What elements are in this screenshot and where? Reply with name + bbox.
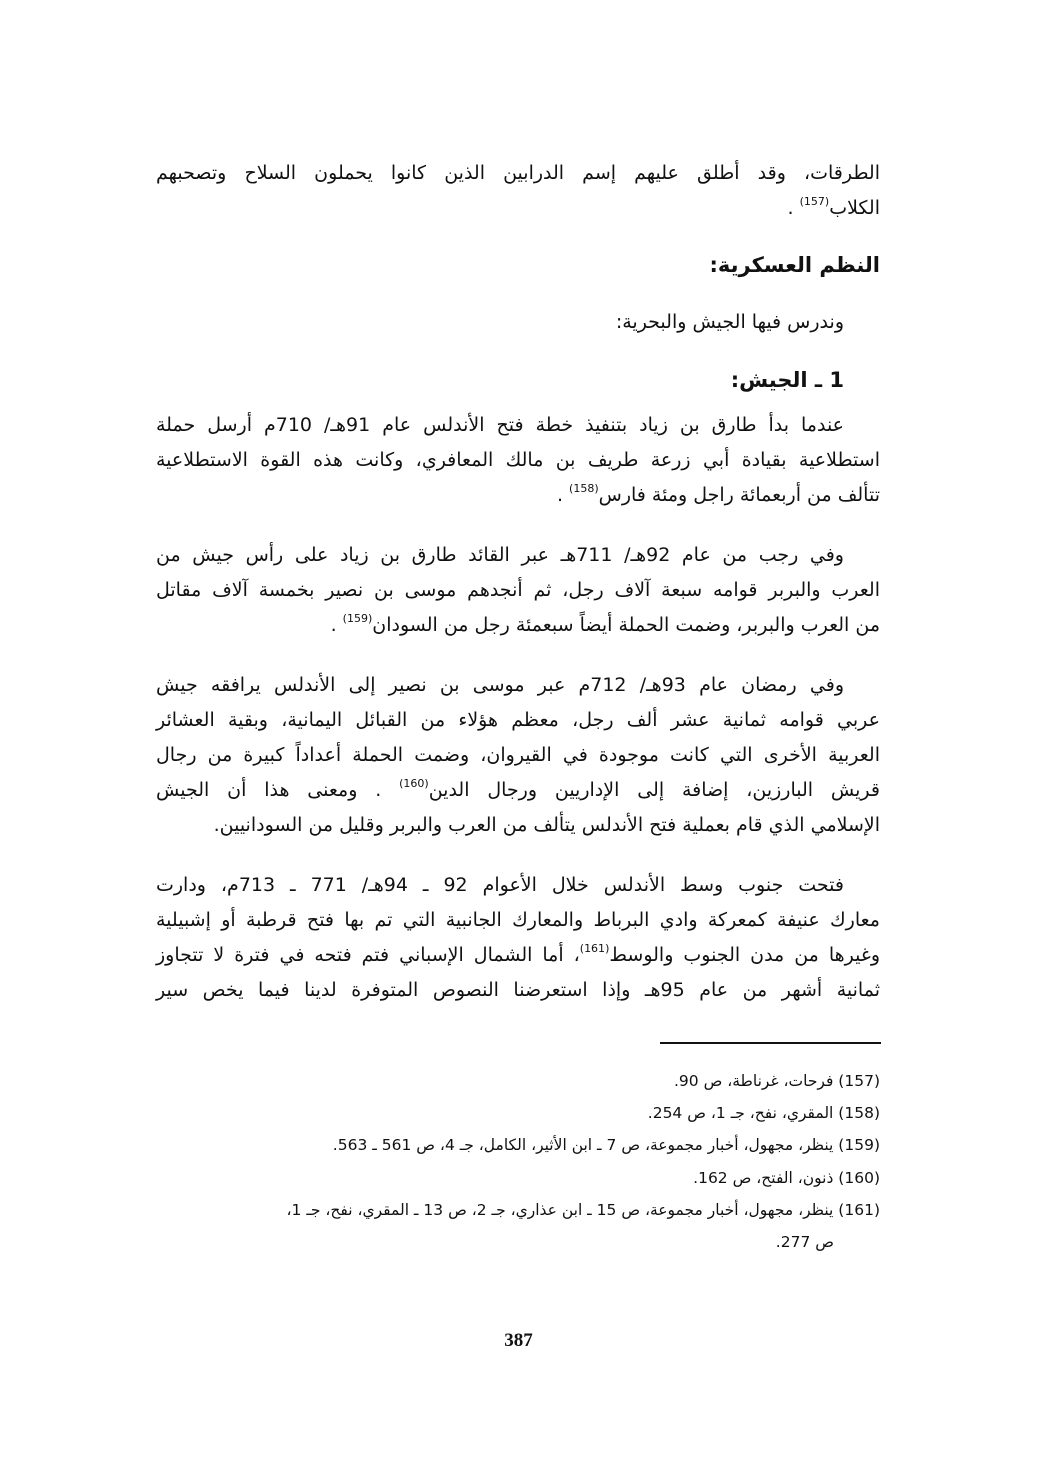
section-heading: النظم العسكرية: <box>709 253 880 277</box>
footnote-ref: (161) <box>579 942 610 955</box>
text: ، أما الشمال الإسباني فتم فتحه في فترة لا تتجاوز <box>156 944 580 966</box>
text: وغيرها من مدن الجنوب والوسط <box>609 944 880 966</box>
footnote-ref: (158) <box>569 482 599 495</box>
footnote-continuation: ص 277. <box>775 1233 834 1251</box>
text-line: العرب والبربر قوامه سبعة آلاف رجل، ثم أنجدهم موسى بن نصير بخمسة آلاف مقاتل <box>156 579 880 601</box>
text-line: تتألف من أربعمائة راجل ومئة فارس$^{(158)}$ . <box>556 482 880 506</box>
text-line: الطرقات، وقد أطلق عليهم إسم الدرابين الذين كانوا يحملون السلاح وتصحبهم <box>156 162 880 184</box>
footnote-ref: (159) <box>342 612 373 625</box>
text-line <box>156 777 880 803</box>
text-line: عربي قوامه ثمانية عشر ألف رجل، معظم هؤلاء من القبائل اليمانية، وبقية العشائر <box>156 709 880 731</box>
text-line: وفي رجب من عام 92هـ/ 711هـ عبر القائد طارق بن زياد على رأس جيش من <box>156 544 844 566</box>
text: . ومعنى هذا أن الجيش <box>156 779 382 801</box>
text: الكلاب <box>829 197 880 219</box>
footnote: (159) ينظر، مجهول، أخبار مجموعة، ص 7 ـ ابن الأثير، الكامل، جـ 4، ص 561 ـ 563. <box>332 1136 880 1154</box>
footnote: (160) ذنون، الفتح، ص 162. <box>693 1169 880 1187</box>
page-number: 387 <box>504 1330 533 1351</box>
text: تتألف من أربعمائة راجل ومئة فارس <box>598 484 880 506</box>
text: . <box>787 197 800 219</box>
text-line: عندما بدأ طارق بن زياد بتنفيذ خطة فتح الأندلس عام 91هـ/ 710م أرسل حملة <box>156 414 845 436</box>
text-line: وفي رمضان عام 93هـ/ 712م عبر موسى بن نصير إلى الأندلس يرافقه جيش <box>156 674 844 696</box>
text: قريش البارزين، إضافة إلى الإداريين ورجال الدين <box>428 779 880 801</box>
text-line: العربية الأخرى التي كانت موجودة في القيروان، وضمت الحملة أعداداً كبيرة من رجال <box>156 744 880 766</box>
text-line: معارك عنيفة كمعركة وادي البرباط والمعارك الجانبية التي تم بها فتح قرطبة أو إشبيلية <box>156 909 880 931</box>
text-line <box>156 942 880 968</box>
text-line: الإسلامي الذي قام بعملية فتح الأندلس يتألف من العرب والبربر وقليل من السودانيين. <box>213 814 880 836</box>
footnote-ref: (157) <box>799 195 830 208</box>
text-line: من العرب والبربر، وضمت الحملة أيضاً سبعمئة رجل من السودان$^{(159)}$ . <box>330 612 880 636</box>
text-line: استطلاعية بقيادة أبي زرعة طريف بن مالك المعافري، وكانت هذه القوة الاستطلاعية <box>156 449 880 471</box>
text-line: ثمانية أشهر من عام 95هـ وإذا استعرضنا النصوص المتوفرة لدينا فيما يخص سير <box>156 979 880 1001</box>
subsection-heading: 1 ـ الجيش: <box>730 368 844 392</box>
footnote: (158) المقري، نفح، جـ 1، ص 254. <box>647 1104 880 1122</box>
footnote-divider <box>660 1042 881 1044</box>
text: من العرب والبربر، وضمت الحملة أيضاً سبعمئة رجل من السودان <box>372 614 880 636</box>
footnote: (161) ينظر، مجهول، أخبار مجموعة، ص 15 ـ ابن عذاري، جـ 2، ص 13 ـ المقري، نفح، جـ 1، <box>286 1201 880 1219</box>
footnote: (157) فرحات، غرناطة، ص 90. <box>673 1072 880 1090</box>
intro-line: وندرس فيها الجيش والبحرية: <box>615 311 844 333</box>
text-line: فتحت جنوب وسط الأندلس خلال الأعوام 92 ـ 94هـ/ 771 ـ 713م، ودارت <box>156 874 845 896</box>
footnote-ref: (160) <box>399 777 429 790</box>
text-line <box>156 195 880 221</box>
